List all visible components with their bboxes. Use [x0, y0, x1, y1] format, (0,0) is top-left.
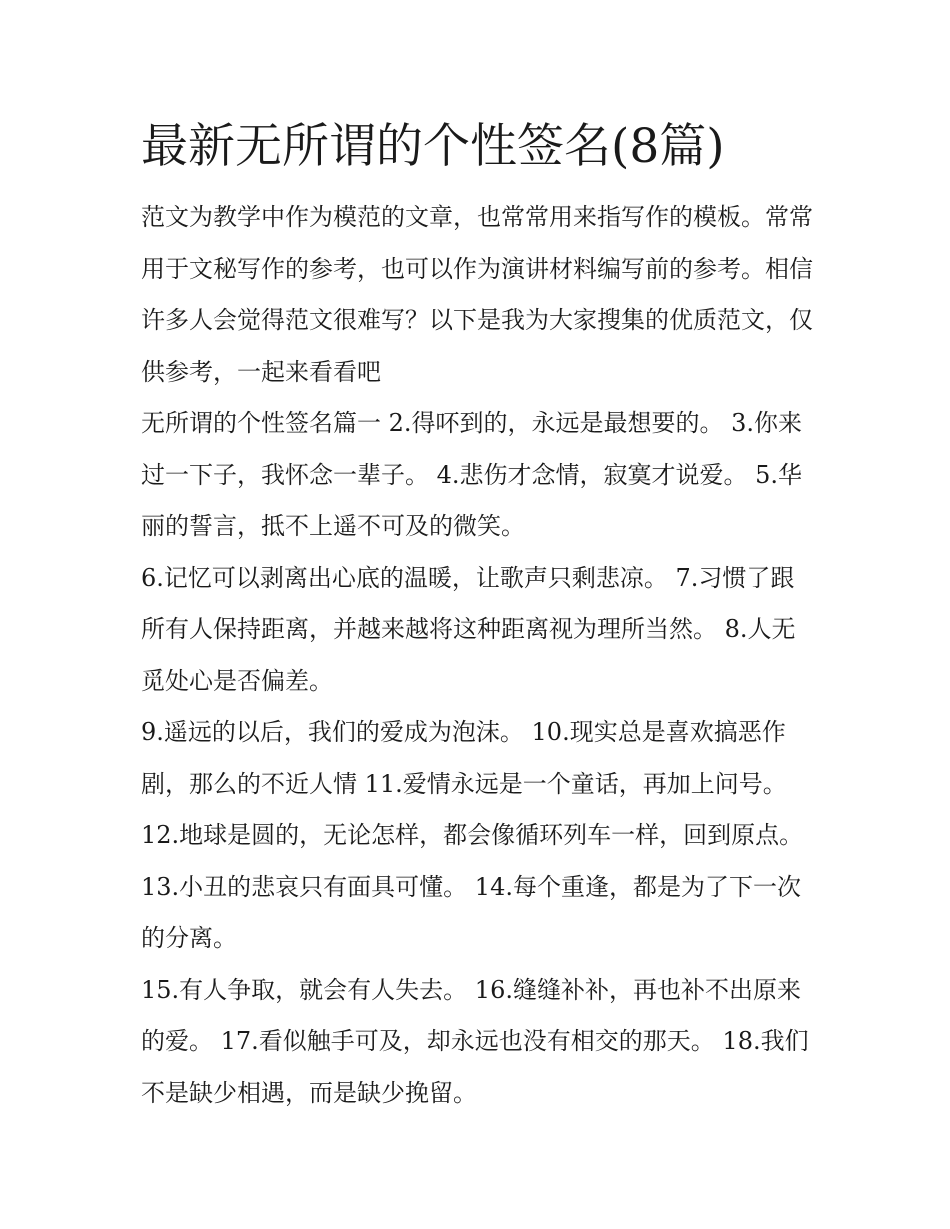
document-title: 最新无所谓的个性签名(8篇)	[141, 119, 725, 174]
document-page	[141, 112, 813, 1119]
paragraph-signatures-2: 6.记忆可以剥离出心底的温暖，让歌声只剩悲凉。 7.习惯了跟所有人保持距离，并越来越将这种距离视为理所当然。 8.人无觅处心是否偏差。	[141, 563, 796, 695]
paragraph-intro: 范文为教学中作为模范的文章，也常常用来指写作的模板。常常用于文秘写作的参考，也可以作为演讲材料编写前的参考。相信许多人会觉得范文很难写？以下是我为大家搜集的优质范文，仅供参考，一起来看看吧	[141, 203, 813, 386]
document-body	[141, 192, 813, 1119]
paragraph-signatures-4: 12.地球是圆的，无论怎样，都会像循环列车一样，回到原点。 13.小丑的悲哀只有面具可懂。 14.每个重逢，都是为了下一次的分离。	[141, 821, 804, 952]
paragraph-signatures-3: 9.遥远的以后，我们的爱成为泡沫。 10.现实总是喜欢搞恶作剧，那么的不近人情 11.爱情永远是一个童话，再加上问号。	[141, 718, 787, 798]
paragraph-signatures-5: 15.有人争取，就会有人失去。 16.缝缝补补，再也补不出原来的爱。 17.看似触手可及，却永远也没有相交的那天。 18.我们不是缺少相遇，而是缺少挽留。	[141, 975, 809, 1107]
paragraph-signatures-1: 无所谓的个性签名篇一 2.得吥到的，永远是最想要的。 3.你来过一下子，我怀念一辈子。 4.悲伤才念情，寂寞才说爱。 5.华丽的誓言，抵不上遥不可及的微笑。	[141, 409, 803, 540]
